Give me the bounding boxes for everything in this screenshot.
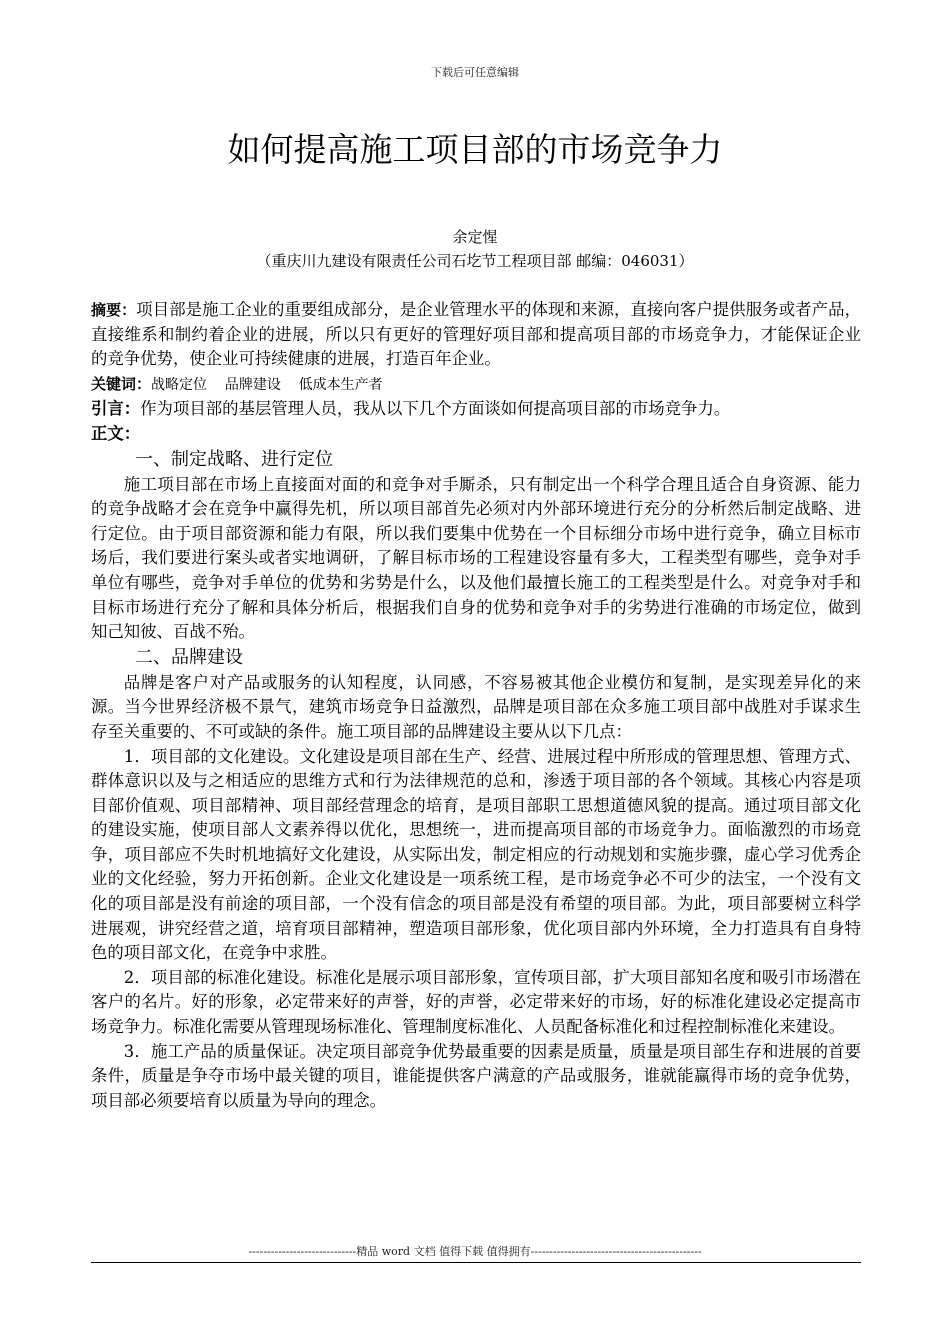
article-body [91, 298, 861, 1113]
abstract-paragraph [91, 298, 861, 372]
intro-paragraph [91, 397, 861, 422]
intro-text: 作为项目部的基层管理人员，我从以下几个方面谈如何提高项目部的市场竞争力。 [140, 399, 731, 419]
list-item: 3．施工产品的质量保证。决定项目部竞争优势最重要的因素是质量，质量是项目部生存和进展的首要条件，质量是争夺市场中最关键的项目，谁能提供客户满意的产品或服务，谁就能赢得市场的竞争优势，项目部必须要培育以质量为导向的理念。 [91, 1041, 861, 1110]
section-1-paragraph: 施工项目部在市场上直接面对面的和竞争对手厮杀，只有制定出一个科学合理且适合自身资源、能力的竞争战略才会在竞争中赢得先机，所以项目部首先必须对内外部环境进行充分的分析然后制定战略、进行定位。由于项目部资源和能力有限，所以我们要集中优势在一个目标细分市场中进行竞争，确立目标市场后，我们要进行案头或者实地调研，了解目标市场的工程建设容量有多大，工程类型有哪些，竞争对手单位有哪些，竞争对手单位的优势和劣势是什么，以及他们最擅长施工的工程类型是什么。对竞争对手和目标市场进行充分了解和具体分析后，根据我们自身的优势和竞争对手的劣势进行准确的市场定位，做到知己知彼、百战不殆。 [91, 474, 861, 642]
page-title: 如何提高施工项目部的市场竞争力 [227, 130, 723, 169]
body-label: 正文： [91, 423, 141, 443]
list-item: 1．项目部的文化建设。文化建设是项目部在生产、经营、进展过程中所形成的管理思想、管理方式、群体意识以及与之相适应的思维方式和行为法律规范的总和，渗透于项目部的各个领域。其核心内容是项目部价值观、项目部精神、项目部经营理念的培育，是项目部职工思想道德风貌的提高。通过项目部文化的建设实施，使项目部人文素养得以优化，思想统一，进而提高项目部的市场竞争力。面临激烈的市场竞争，项目部应不失时机地搞好文化建设，从实际出发，制定相应的行动规划和实施步骤，虚心学习优秀企业的文化经验，努力开拓创新。企业文化建设是一项系统工程，是市场竞争必不可少的法宝，一个没有文化的项目部是没有前途的项目部，一个没有信念的项目部是没有希望的项目部。为此，项目部要树立科学进展观，讲究经营之道，培育项目部精神，塑造项目部形象，优化项目部内外环境，全力打造具有自身特色的项目部文化，在竞争中求胜。 [91, 746, 861, 963]
abstract-label: 摘要： [91, 301, 137, 319]
footer-divider [91, 1262, 861, 1263]
keywords-text: 战略定位 品牌建设 低成本生产者 [151, 376, 383, 393]
list-item: 2．项目部的标准化建设。标准化是展示项目部形象，宣传项目部，扩大项目部知名度和吸引市场潜在客户的名片。好的形象，必定带来好的声誉，好的声誉，必定带来好的市场，好的标准化建设必定提高市场竞争力。标准化需要从管理现场标准化、管理制度标准化、人员配备标准化和过程控制标准化来建设。 [91, 967, 861, 1037]
keywords-line [91, 372, 861, 398]
body-label-line [91, 422, 861, 447]
section-2-paragraph: 品牌是客户对产品或服务的认知程度，认同感，不容易被其他企业模仿和复制，是实现差异化的来源。当今世界经济极不景气，建筑市场竞争日益激烈，品牌是项目部在众多施工项目部中战胜对手谋求生存至关重要的、不可或缺的条件。施工项目部的品牌建设主要从以下几点： [91, 672, 861, 741]
section-1-heading: 一、制定战略、进行定位 [135, 448, 333, 470]
intro-label: 引言： [91, 399, 141, 419]
keywords-label: 关键词： [91, 374, 152, 393]
header-note: 下载后可任意编辑 [431, 66, 519, 79]
footer-note: -----------------------------精品 word 文档 值得下载 值得拥有---------------------------------------------- [248, 1245, 702, 1258]
author-affiliation: （重庆川九建设有限责任公司石圪节工程项目部 邮编：046031） [256, 252, 694, 270]
section-2-heading: 二、品牌建设 [135, 646, 243, 668]
author-name: 余定惺 [452, 228, 498, 246]
abstract-text: 项目部是施工企业的重要组成部分，是企业管理水平的体现和来源，直接向客户提供服务或者产品，直接维系和制约着企业的进展，所以只有更好的管理好项目部和提高项目部的市场竞争力，才能保证企业的竞争优势，使企业可持续健康的进展，打造百年企业。 [91, 300, 861, 369]
